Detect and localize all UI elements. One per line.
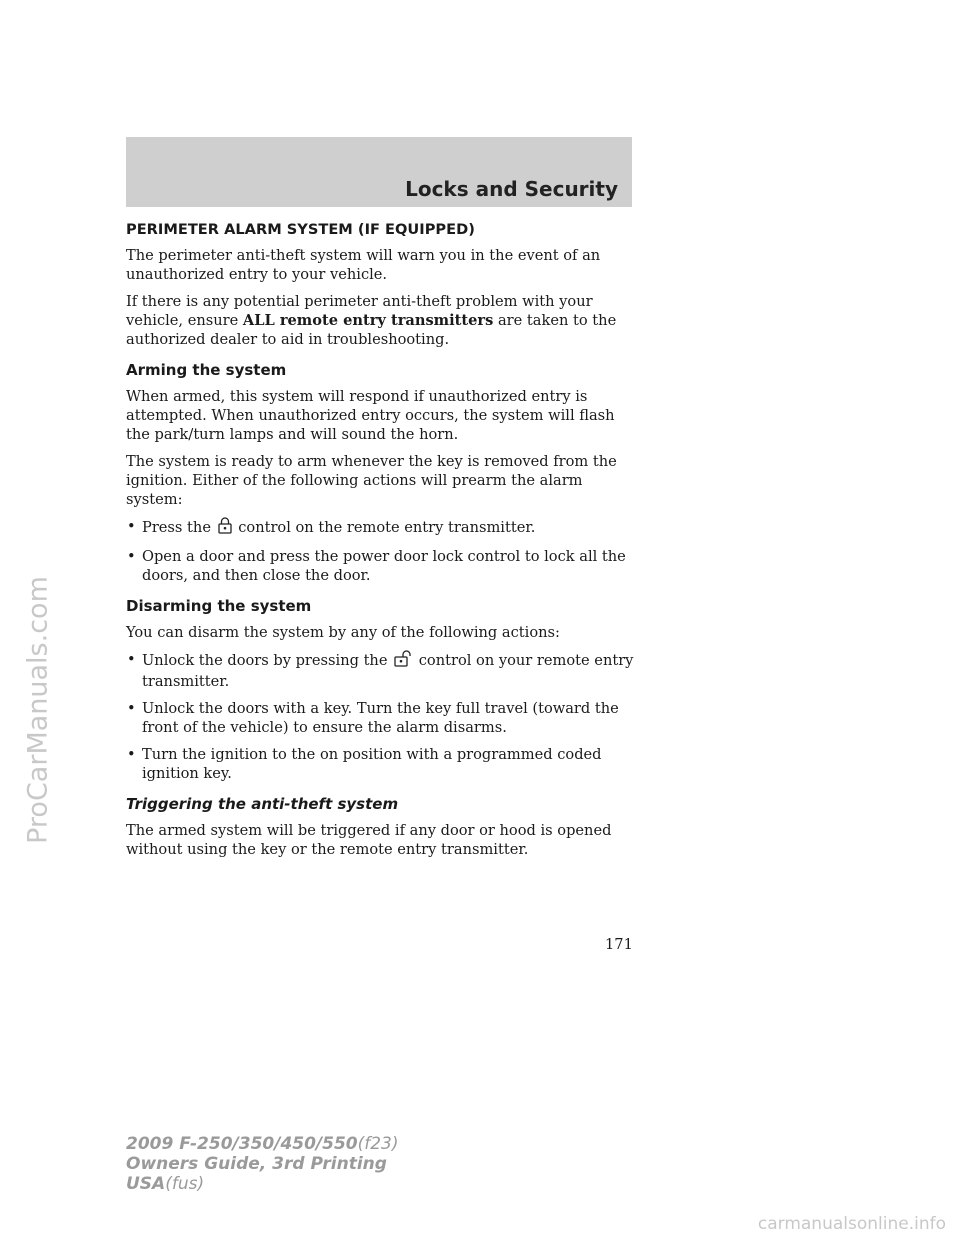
emphasis-transmitters: ALL remote entry transmitters (242, 312, 494, 329)
heading-perimeter-alarm: PERIMETER ALARM SYSTEM (IF EQUIPPED) (126, 221, 475, 238)
unlock-icon (394, 650, 412, 672)
list-item-arm-door (126, 547, 634, 585)
list-item-text: Press the (142, 519, 216, 536)
footer-model: 2009 F-250/350/450/550 (126, 1134, 358, 1154)
bottom-watermark: carmanualsonline.info (757, 1214, 946, 1234)
list-item-text: Unlock the doors with a key. Turn the key full travel (toward the front of the vehicle) to ensure the alarm disarms. (142, 700, 619, 736)
list-item-text: control on your remote entry transmitter. (142, 652, 634, 690)
paragraph-text: If there is any potential perimeter anti-theft problem with your vehicle, ensure (126, 293, 593, 329)
paragraph-armed-response: When armed, this system will respond if unauthorized entry is attempted. When unauthorized entry occurs, the system will flash the park/turn lamps and will sound the horn. (126, 388, 615, 443)
paragraph-triggering: The armed system will be triggered if any door or hood is opened without using the key or the remote entry transmitter. (126, 822, 612, 858)
section-header (126, 137, 632, 207)
list-item-text: Turn the ignition to the on position with a programmed coded ignition key. (142, 746, 602, 782)
bullet-marker: • (127, 700, 136, 717)
list-item-disarm-ignition (126, 745, 634, 783)
page-number: 171 (605, 936, 633, 953)
footer-market-code: (fus) (165, 1174, 205, 1194)
paragraph-text: are taken to the authorized dealer to aid in troubleshooting. (126, 312, 617, 348)
watermark-text: ProCarManuals.com (22, 576, 54, 844)
bullet-marker: • (127, 548, 136, 565)
list-item-disarm-remote (126, 650, 634, 691)
footer-line-printing: Owners Guide, 3rd Printing (126, 1154, 387, 1174)
list-item-text: control on the remote entry transmitter. (233, 519, 536, 536)
paragraph-troubleshooting (126, 292, 634, 349)
paragraph-disarm-intro: You can disarm the system by any of the following actions: (126, 624, 560, 641)
bullet-marker: • (127, 746, 136, 763)
lock-icon (218, 517, 232, 539)
page-content (126, 220, 634, 867)
footer-market: USA (126, 1174, 166, 1194)
paragraph-prearm: The system is ready to arm whenever the key is removed from the ignition. Either of the following actions will prearm the alarm system: (126, 453, 617, 508)
heading-arming: Arming the system (126, 361, 287, 379)
list-item-arm-remote (126, 517, 634, 539)
footer-line-market (126, 1174, 399, 1194)
paragraph-intro: The perimeter anti-theft system will warn you in the event of an unauthorized entry to your vehicle. (126, 247, 601, 283)
list-item-disarm-key (126, 699, 634, 737)
bullet-marker: • (127, 518, 136, 535)
side-watermark (8, 520, 68, 900)
footer-model-code: (f23) (357, 1134, 399, 1154)
list-item-text: Open a door and press the power door lock control to lock all the doors, and then close the door. (142, 548, 626, 584)
section-title: Locks and Security (405, 177, 618, 201)
list-item-text: Unlock the doors by pressing the (142, 652, 393, 669)
document-footer (126, 1134, 399, 1194)
heading-triggering: Triggering the anti-theft system (126, 795, 399, 813)
bullet-marker: • (127, 651, 136, 668)
heading-disarming: Disarming the system (126, 597, 312, 615)
footer-line-model (126, 1134, 399, 1154)
